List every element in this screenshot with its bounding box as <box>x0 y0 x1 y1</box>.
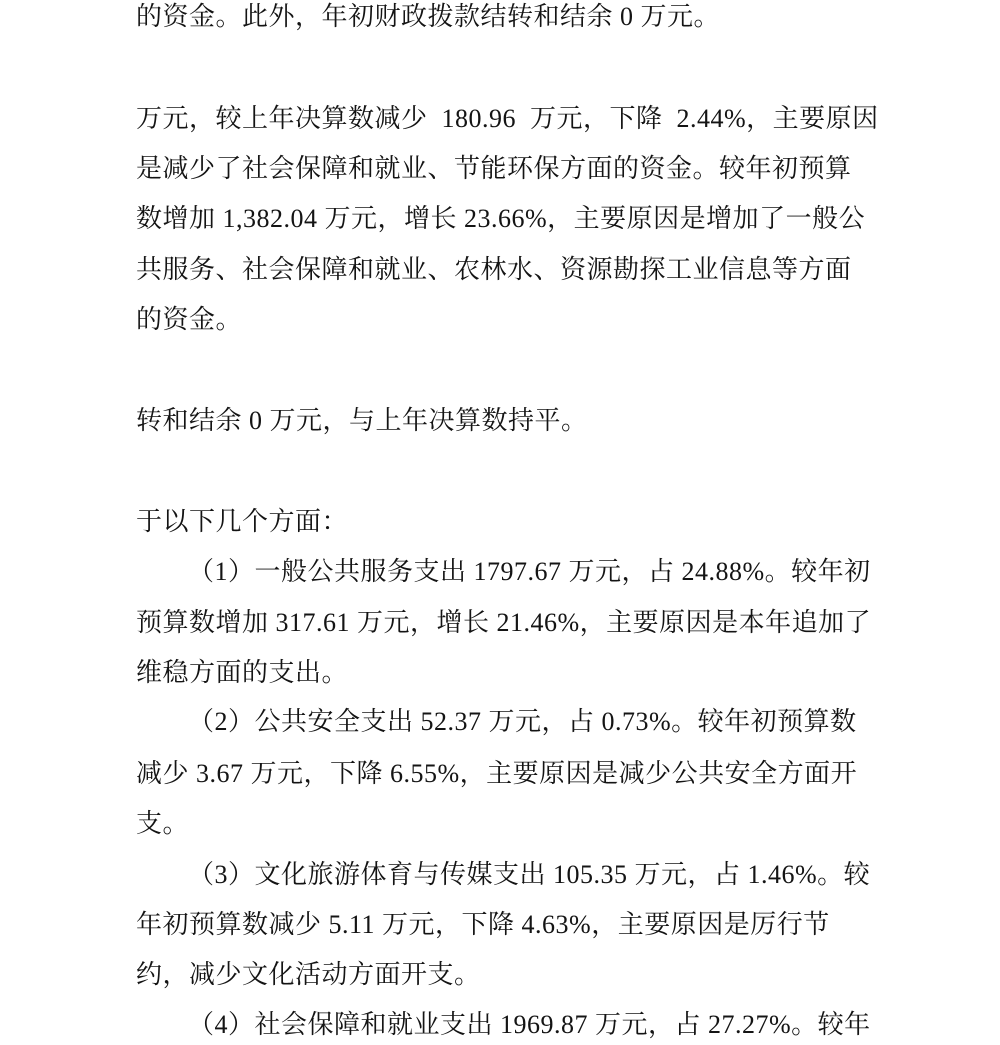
text-line <box>0 0 1000 37</box>
line-text: 是减少了社会保障和就业、节能环保方面的资金。较年初预算 <box>136 154 852 183</box>
text-line <box>0 653 1000 693</box>
line-text: 数增加 1,382.04 万元，增长 23.66%，主要原因是增加了一般公 <box>136 204 866 233</box>
line-text: 的资金。 <box>136 305 243 334</box>
line-text: 万元，较上年决算数减少 180.96 万元，下降 2.44%，主要原因 <box>136 104 879 133</box>
list-item-3 <box>0 855 1000 895</box>
text-line <box>0 502 1000 542</box>
line-text: （4）社会保障和就业支出 1969.87 万元，占 27.27%。较年 <box>188 1010 871 1039</box>
text-line <box>0 905 1000 945</box>
text-line <box>0 199 1000 239</box>
line-text: 维稳方面的支出。 <box>136 658 349 687</box>
line-text: （1）一般公共服务支出 1797.67 万元，占 24.88%。较年初 <box>188 557 871 586</box>
text-line <box>0 955 1000 995</box>
text-line <box>0 250 1000 290</box>
section-heading-carryover <box>0 351 1000 391</box>
line-text: 共服务、社会保障和就业、农林水、资源勘探工业信息等方面 <box>136 255 852 284</box>
list-item-4 <box>0 1005 1000 1045</box>
line-text: （3）文化旅游体育与传媒支出 105.35 万元，占 1.46%。较 <box>188 860 871 889</box>
section-heading-comparison <box>0 451 1000 491</box>
line-text: 减少 3.67 万元，下降 6.55%，主要原因是减少公共安全方面开 <box>136 759 858 788</box>
line-text: （2）公共安全支出 52.37 万元，占 0.73%。较年初预算数 <box>188 707 857 736</box>
list-item-2 <box>0 702 1000 742</box>
list-item-1 <box>0 552 1000 592</box>
text-line <box>0 804 1000 844</box>
text-line <box>0 300 1000 340</box>
line-text: 的资金。此外，年初财政拨款结转和结余 0 万元。 <box>136 2 721 31</box>
line-text: 约，减少文化活动方面开支。 <box>136 960 481 989</box>
text-line <box>0 149 1000 189</box>
section-heading-expenditure <box>0 50 1000 90</box>
line-text: 支。 <box>136 809 190 838</box>
line-text: 年初预算数减少 5.11 万元，下降 4.63%，主要原因是厉行节 <box>136 910 830 939</box>
line-text: 预算数增加 317.61 万元，增长 21.46%，主要原因是本年追加了 <box>136 608 872 637</box>
line-text: 转和结余 0 万元，与上年决算数持平。 <box>136 406 588 435</box>
line-text: 于以下几个方面： <box>136 507 349 536</box>
text-line <box>0 99 1000 139</box>
text-line <box>0 754 1000 794</box>
text-line <box>0 603 1000 643</box>
text-line <box>0 401 1000 441</box>
